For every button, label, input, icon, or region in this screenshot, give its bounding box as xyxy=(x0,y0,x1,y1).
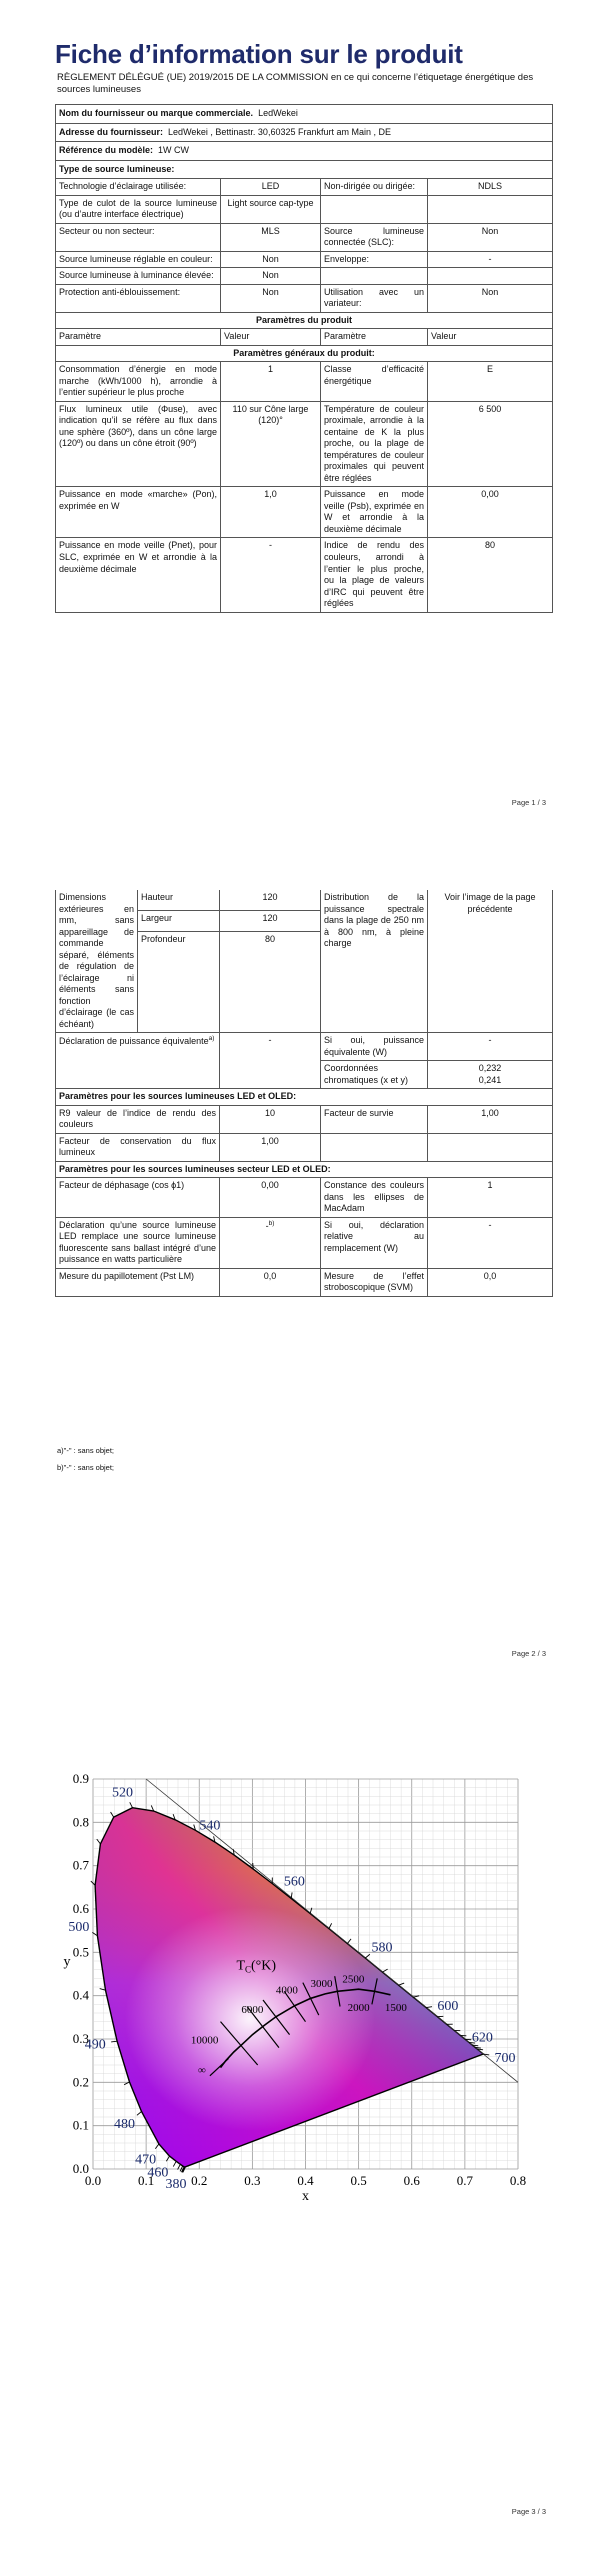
y-tick-label: 0.0 xyxy=(72,2161,89,2176)
x-tick-label: 0.1 xyxy=(138,2173,155,2188)
document-title: Fiche d’information sur le produit xyxy=(55,39,463,69)
dimension-name: Largeur xyxy=(138,911,220,932)
cct-label: 2500 xyxy=(342,1973,365,1986)
type-label-1: Source lumineuse réglable en couleur: xyxy=(56,251,221,268)
general-value-2: 6 500 xyxy=(428,401,553,487)
x-tick-label: 0.4 xyxy=(297,2173,314,2188)
general-row xyxy=(56,401,553,487)
wavelength-label: 460 xyxy=(147,2165,169,2181)
locus-tick xyxy=(111,1812,114,1817)
model-row xyxy=(56,142,553,161)
chroma-x-value: 0,232 xyxy=(478,1063,502,1074)
model-value: 1W CW xyxy=(158,145,190,156)
mains-label-1: Facteur de déphasage (cos ϕ1) xyxy=(56,1178,220,1218)
x-tick-label: 0.0 xyxy=(84,2173,102,2188)
footnote-ref: b) xyxy=(268,1219,275,1227)
y-tick-label: 0.9 xyxy=(72,1771,89,1786)
general-row xyxy=(56,538,553,612)
mains-value-1: 0,0 xyxy=(220,1268,321,1296)
mains-label-2: Si oui, déclaration relative au remplacement (W) xyxy=(321,1217,428,1268)
x-tick-label: 0.6 xyxy=(403,2173,420,2188)
page-2 xyxy=(0,853,603,1706)
type-value-1: Light source cap-type xyxy=(221,195,321,223)
general-label-1: Puissance en mode veille (Pnet), pour SLC, exprimée en W et arrondie à la deuxième décimale xyxy=(56,538,221,612)
mains-row xyxy=(56,1268,553,1296)
led-value-1: 1,00 xyxy=(220,1133,321,1161)
wavelength-label: 520 xyxy=(112,1785,134,1801)
page-number: Page 3 / 3 xyxy=(511,2507,546,2516)
type-label-2: Source lumineuse connectée (SLC): xyxy=(321,223,428,251)
type-label-1: Type de culot de la source lumineuse (ou d’autre interface électrique) xyxy=(56,195,221,223)
type-label-2: Non-dirigée ou dirigée: xyxy=(321,179,428,196)
type-row xyxy=(56,251,553,268)
column-header: Paramètre xyxy=(56,329,221,346)
document-subtitle: RÈGLEMENT DÉLÉGUÉ (UE) 2019/2015 DE LA COMMISSION en ce qui concerne l’étiquetage énergétique des sources lumineuses xyxy=(57,72,534,96)
general-value-2: E xyxy=(428,362,553,402)
y-axis-label: y xyxy=(63,1954,71,1970)
type-label-2: Utilisation avec un variateur: xyxy=(321,284,428,312)
wavelength-label: 490 xyxy=(84,2037,106,2053)
page-1 xyxy=(0,0,603,853)
wavelength-label: 480 xyxy=(114,2116,136,2132)
mains-label-2: Mesure de l’effet stroboscopique (SVM) xyxy=(321,1268,428,1296)
equivalent-power-label: Si oui, puissance équivalente (W) xyxy=(321,1033,428,1061)
y-tick-label: 0.6 xyxy=(72,1901,89,1916)
led-label-1: R9 valeur de l’indice de rendu des couleurs xyxy=(56,1105,220,1133)
cct-label: 6000 xyxy=(241,2004,264,2016)
general-label-1: Consommation d’énergie en mode marche (kWh/1000 h), arrondie à l’entier supérieur le plus proche xyxy=(56,362,221,402)
x-tick-label: 0.3 xyxy=(244,2173,261,2188)
general-value-1: - xyxy=(221,538,321,612)
wavelength-label: 560 xyxy=(283,1874,305,1890)
type-label-2 xyxy=(321,268,428,285)
general-label-2: Classe d’efficacité énergétique xyxy=(321,362,428,402)
type-value-1: Non xyxy=(221,268,321,285)
general-value-2: 0,00 xyxy=(428,487,553,538)
y-tick-label: 0.1 xyxy=(72,2117,89,2133)
cie-chromaticity-diagram xyxy=(55,1759,555,2207)
type-row xyxy=(56,268,553,285)
supplier-label: Nom du fournisseur ou marque commerciale. xyxy=(59,108,254,118)
type-label-1: Protection anti-éblouissement: xyxy=(56,284,221,312)
spectral-distribution-value: Voir l’image de la page précédente xyxy=(428,890,553,1033)
locus-tick xyxy=(137,2111,142,2115)
cct-label: 3000 xyxy=(310,1978,333,1990)
y-tick-label: 0.3 xyxy=(72,2031,89,2046)
led-label-2 xyxy=(321,1133,428,1161)
general-row xyxy=(56,487,553,538)
general-value-1: 110 sur Cône large (120)° xyxy=(221,401,321,487)
type-value-1: Non xyxy=(221,251,321,268)
general-label-2: Indice de rendu des couleurs, arrondi à l’entier le plus proche, ou la plage de valeurs d’IRC qui peuvent être réglées xyxy=(321,538,428,612)
y-tick-label: 0.5 xyxy=(72,1944,89,1960)
supplier-value: LedWekei xyxy=(258,108,298,118)
mains-value-1: - xyxy=(265,1220,269,1231)
dimension-value: 120 xyxy=(220,890,321,911)
product-info-table-continued xyxy=(55,890,553,1297)
gamut-fill xyxy=(55,1759,555,2207)
column-header: Valeur xyxy=(428,329,553,346)
type-label-1: Secteur ou non secteur: xyxy=(56,223,221,251)
chroma-y-value: 0,241 xyxy=(478,1074,502,1085)
type-label-1: Technologie d’éclairage utilisée: xyxy=(56,179,221,196)
locus-tick xyxy=(329,1923,332,1928)
column-header: Valeur xyxy=(221,329,321,346)
locus-tick xyxy=(399,1983,405,1985)
address-label: Adresse du fournisseur: xyxy=(59,126,164,137)
cct-label: 2000 xyxy=(347,2001,370,2014)
y-tick-label: 0.2 xyxy=(72,2074,89,2090)
mains-label-1: Mesure du papillotement (Pst LM) xyxy=(56,1268,220,1296)
x-tick-label: 0.2 xyxy=(191,2173,208,2188)
general-value-1: 1 xyxy=(221,362,321,402)
dimension-name: Profondeur xyxy=(138,932,220,953)
column-header: Paramètre xyxy=(321,329,428,346)
equivalent-power-value: - xyxy=(428,1033,553,1061)
cie-1931-chart xyxy=(55,1759,555,2207)
model-label: Référence du modèle: xyxy=(59,145,154,156)
led-row xyxy=(56,1105,553,1133)
type-row xyxy=(56,179,553,196)
led-value-2 xyxy=(428,1133,553,1161)
dimension-value: 80 xyxy=(220,932,321,953)
general-value-2: 80 xyxy=(428,538,553,612)
general-label-2: Puissance en mode veille (Psb), exprimée en W et arrondie à la deuxième décimale xyxy=(321,487,428,538)
cct-label: 1500 xyxy=(384,2001,407,2014)
dimension-name: Hauteur xyxy=(138,890,220,911)
cct-label: 4000 xyxy=(275,1984,298,1997)
led-label-1: Facteur de conservation du flux lumineux xyxy=(56,1133,220,1161)
general-params-header: Paramètres généraux du produit: xyxy=(56,345,553,362)
mains-row xyxy=(56,1178,553,1218)
general-label-1: Flux lumineux utile (Φuse), avec indication qu’il se réfère au flux dans une sphère (360º), dans un cône large (120º) ou dans un cône étroit (90º) xyxy=(56,401,221,487)
x-tick-label: 0.5 xyxy=(350,2173,367,2188)
led-params-header: Paramètres pour les sources lumineuses LED et OLED: xyxy=(56,1089,553,1106)
led-label-2: Facteur de survie xyxy=(321,1105,428,1133)
general-row xyxy=(56,362,553,402)
footnote-ref: a) xyxy=(208,1035,215,1043)
led-row xyxy=(56,1133,553,1161)
mains-params-header: Paramètres pour les sources lumineuses secteur LED et OLED: xyxy=(56,1161,553,1178)
type-value-1: Non xyxy=(221,284,321,312)
led-value-1: 10 xyxy=(220,1105,321,1133)
wavelength-label: 620 xyxy=(471,2030,493,2046)
wavelength-label: 470 xyxy=(135,2152,157,2168)
planckian-title: $T_C(^\circ K)$ xyxy=(236,1958,277,1975)
x-tick-label: 0.8 xyxy=(509,2173,527,2188)
y-tick-label: 0.7 xyxy=(72,1857,89,1873)
y-tick-label: 0.4 xyxy=(72,1987,89,2003)
mains-value-2: - xyxy=(428,1217,553,1268)
declaration-label: Déclaration de puissance équivalente xyxy=(59,1036,209,1047)
type-value-2 xyxy=(428,268,553,285)
mains-row xyxy=(56,1217,553,1268)
supplier-row xyxy=(56,105,553,124)
dimensions-row xyxy=(56,890,553,911)
column-header-row xyxy=(56,329,553,346)
mains-label-1: Déclaration qu’une source lumineuse LED remplace une source lumineuse fluorescente sans ballast intégré d’une puissance en watts particulière xyxy=(56,1217,220,1268)
type-value-2: Non xyxy=(428,284,553,312)
wavelength-label: 700 xyxy=(494,2050,516,2066)
type-value-2 xyxy=(428,195,553,223)
type-value-2: NDLS xyxy=(428,179,553,196)
declaration-row xyxy=(56,1033,553,1061)
page-number: Page 1 / 3 xyxy=(511,798,546,807)
type-label-2 xyxy=(321,195,428,223)
address-value: LedWekei , Bettinastr. 30,60325 Frankfurt am Main , DE xyxy=(168,126,391,137)
general-label-2: Température de couleur proximale, arrondie à la centaine de K la plus proche, ou la plage de températures de couleur proximales qui peuvent être réglées xyxy=(321,401,428,487)
wavelength-label: 500 xyxy=(68,1919,90,1935)
x-tick-label: 0.7 xyxy=(456,2173,473,2188)
page-number: Page 2 / 3 xyxy=(511,1649,546,1658)
locus-tick xyxy=(155,2144,159,2149)
type-row xyxy=(56,284,553,312)
type-row xyxy=(56,223,553,251)
cct-label: 10000 xyxy=(190,2034,219,2047)
dimensions-label: Dimensions extérieures en mm, sans appareillage de commande séparé, éléments de régulation de l’éclairage ni éléments sans fonction d’éclairage (le cas échéant) xyxy=(56,890,138,1033)
type-label-2: Enveloppe: xyxy=(321,251,428,268)
mains-label-2: Constance des couleurs dans les ellipses de MacAdam xyxy=(321,1178,428,1218)
chroma-label: Coordonnées chromatiques (x et y) xyxy=(321,1061,428,1089)
locus-tick xyxy=(111,2041,117,2042)
wavelength-label: 380 xyxy=(165,2177,187,2193)
x-axis-label: x xyxy=(302,2189,309,2204)
wavelength-label: 540 xyxy=(199,1818,221,1834)
page-3 xyxy=(0,1706,603,2560)
product-info-table xyxy=(55,104,553,613)
declaration-value: - xyxy=(220,1033,321,1089)
led-value-2: 1,00 xyxy=(428,1105,553,1133)
type-value-1: MLS xyxy=(221,223,321,251)
spectral-distribution-label: Distribution de la puissance spectrale dans la plage de 250 nm à 800 nm, à pleine charge xyxy=(321,890,428,1033)
general-value-1: 1,0 xyxy=(221,487,321,538)
type-row xyxy=(56,195,553,223)
locus-tick xyxy=(173,2161,176,2166)
footnote: b)"-" : sans objet; xyxy=(57,1463,115,1472)
footnote: a)"-" : sans objet; xyxy=(57,1446,115,1455)
type-value-2: - xyxy=(428,251,553,268)
mains-value-2: 0,0 xyxy=(428,1268,553,1296)
wavelength-label: 580 xyxy=(371,1940,393,1956)
type-label-1: Source lumineuse à luminance élevée: xyxy=(56,268,221,285)
mains-value-1: 0,00 xyxy=(220,1178,321,1218)
cct-label: ∞ xyxy=(197,2064,206,2077)
general-label-1: Puissance en mode «marche» (Pon), exprimée en W xyxy=(56,487,221,538)
locus-tick xyxy=(426,2007,432,2008)
params-header: Paramètres du produit xyxy=(56,312,553,329)
type-value-2: Non xyxy=(428,223,553,251)
address-row xyxy=(56,123,553,142)
mains-value-2: 1 xyxy=(428,1178,553,1218)
dimension-value: 120 xyxy=(220,911,321,932)
wavelength-label: 600 xyxy=(437,1999,459,2015)
y-tick-label: 0.8 xyxy=(72,1814,89,1830)
type-header: Type de source lumineuse: xyxy=(56,160,553,179)
type-value-1: LED xyxy=(221,179,321,196)
